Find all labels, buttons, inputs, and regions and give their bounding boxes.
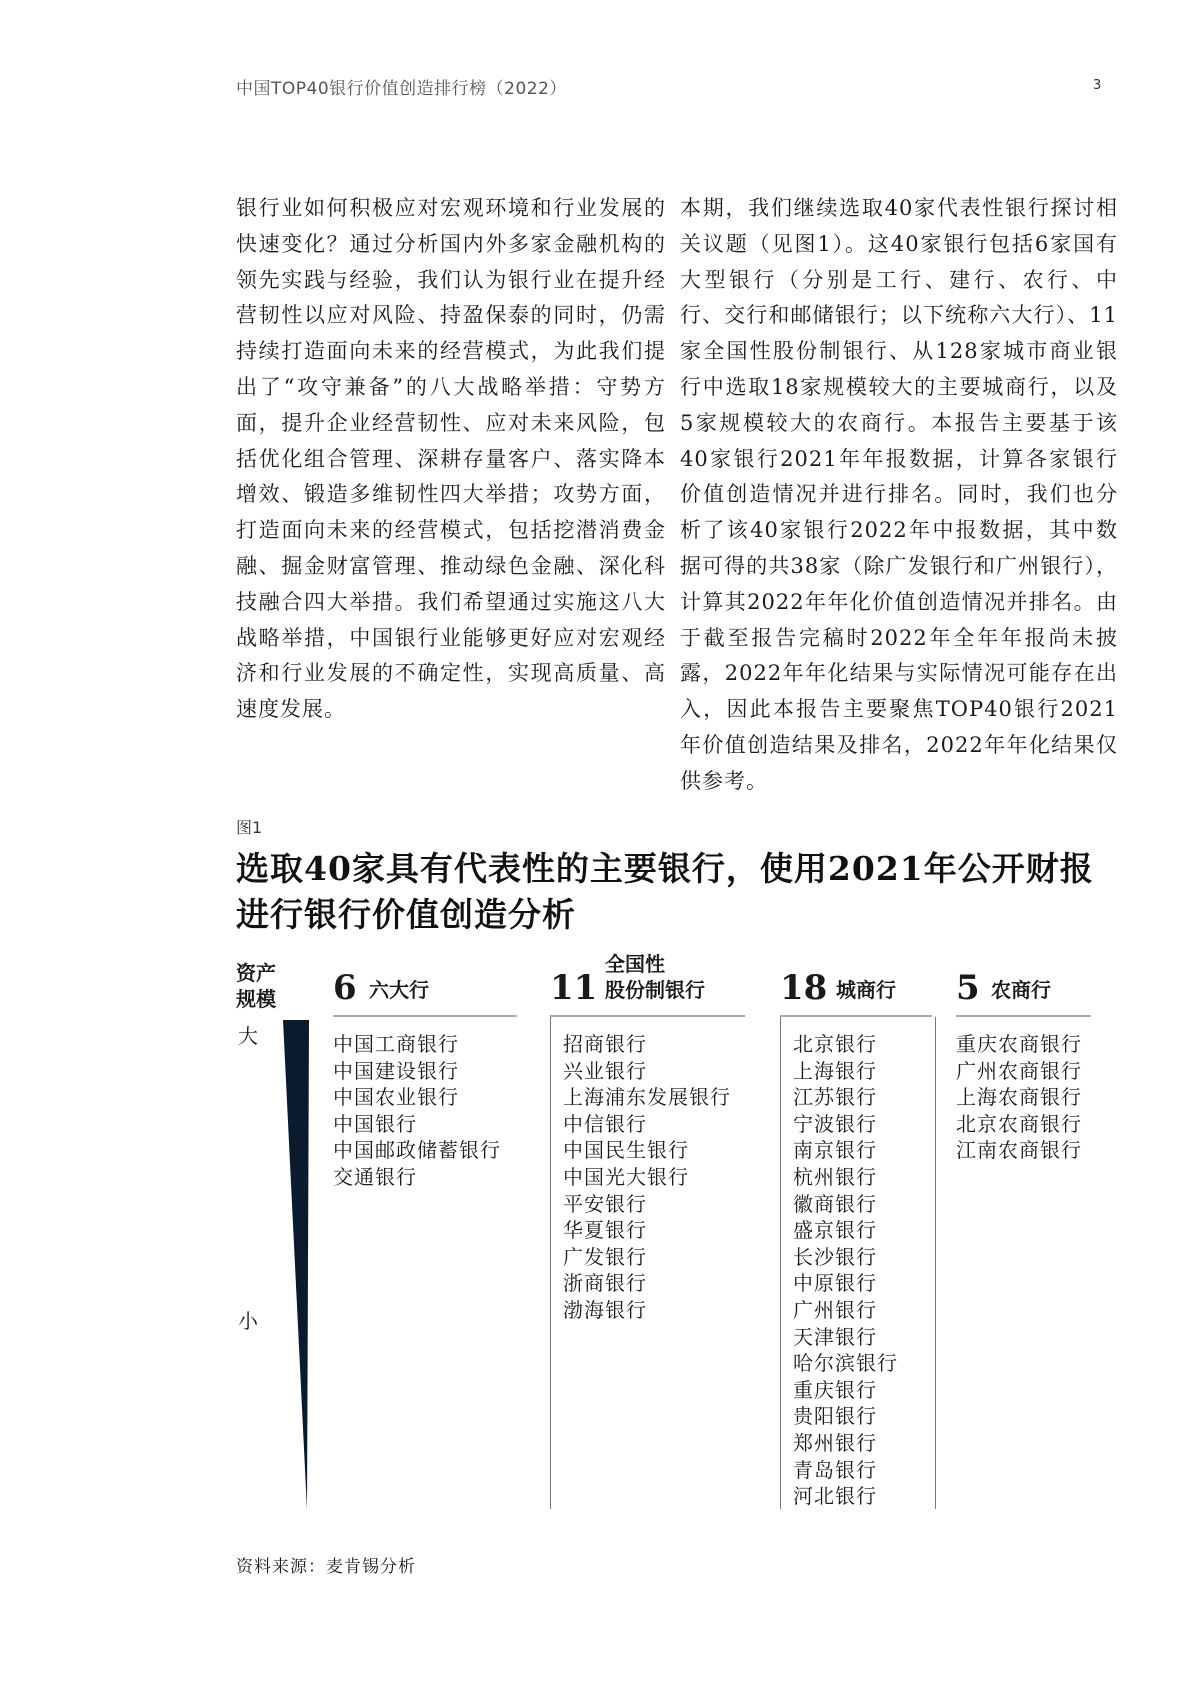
page-number: 3: [1093, 78, 1102, 93]
bank-name: 江苏银行: [793, 1085, 877, 1110]
bank-name: 郑州银行: [793, 1430, 877, 1455]
bank-list: [956, 1017, 1091, 1164]
bank-name: 青岛银行: [793, 1457, 877, 1482]
bank-name: 交通银行: [333, 1164, 417, 1189]
bank-name: 渤海银行: [563, 1297, 647, 1322]
divider-line: [550, 1017, 551, 1509]
group-count: 6: [333, 968, 357, 1008]
group-body: [780, 1017, 932, 1510]
bank-name: 中国建设银行: [333, 1058, 459, 1083]
group-name: 农商行: [991, 978, 1051, 1002]
bank-name: 南京银行: [793, 1138, 877, 1163]
bank-name: 长沙银行: [793, 1244, 877, 1269]
bank-name: 中国邮政储蓄银行: [333, 1138, 501, 1163]
bank-name: 中信银行: [563, 1111, 647, 1136]
group-header: [956, 955, 1091, 1017]
group-count: 18: [780, 968, 828, 1008]
group-name: [605, 951, 705, 1003]
bank-name: 重庆银行: [793, 1377, 877, 1402]
body-right-column: [680, 191, 1118, 800]
asset-size-wedge: [283, 1020, 311, 1510]
axis-title-line1: 资产: [236, 961, 276, 985]
group-name: 城商行: [836, 978, 896, 1002]
bank-name: 兴业银行: [563, 1058, 647, 1083]
figure-source: 资料来源：麦肯锡分析: [236, 1557, 416, 1577]
bank-name: 上海农商银行: [956, 1085, 1082, 1110]
axis-small-label: 小: [238, 1309, 258, 1333]
bank-list: [333, 1017, 517, 1191]
bank-name: 中原银行: [793, 1271, 877, 1296]
bank-name: 招商银行: [563, 1032, 647, 1056]
bank-name: 浙商银行: [563, 1271, 647, 1296]
group-header: [333, 955, 517, 1017]
bank-name: 重庆农商银行: [956, 1032, 1082, 1056]
divider-line: [935, 1017, 936, 1509]
bank-list: [780, 1017, 932, 1510]
paragraph-left: 银行业如何积极应对宏观环境和行业发展的快速变化？通过分析国内外多家金融机构的领先实践与经验，我们认为银行业在提升经营韧性以应对风险、持盈保泰的同时，仍需持续打造面向未来的经营模式，为此我们提出了“攻守兼备”的八大战略举措：守势方面，提升企业经营韧性、应对未来风险，包括优化组合管理、深耕存量客户、落实降本增效、锻造多维韧性四大举措；攻势方面，打造面向未来的经营模式，包括挖潜消费金融、掘金财富管理、推动绿色金融、深化科技融合四大举措。我们希望通过实施这八大战略举措，中国银行业能够更好应对宏观经济和行业发展的不确定性，实现高质量、高速度发展。: [236, 196, 666, 722]
group-body: [333, 1017, 517, 1191]
bank-name: 中国民生银行: [563, 1138, 689, 1163]
axis-title-line2: 规模: [236, 987, 276, 1011]
bank-name: 贵阳银行: [793, 1404, 877, 1429]
bank-name: 河北银行: [793, 1484, 877, 1509]
bank-name: 平安银行: [563, 1191, 647, 1216]
axis-large-label: 大: [238, 1024, 258, 1048]
group-body: [550, 1017, 745, 1324]
bank-name: 江南农商银行: [956, 1138, 1082, 1163]
bank-name: 广州银行: [793, 1297, 877, 1322]
bank-name: 上海银行: [793, 1058, 877, 1083]
group-joint-stock: [550, 952, 745, 1324]
paragraph-right: 本期，我们继续选取40家代表性银行探讨相关议题（见图1）。这40家银行包括6家国有大型银行（分别是工行、建行、农行、中行、交行和邮储银行；以下统称六大行）、11家全国性股份制银行、从128家城市商业银行中选取18家规模较大的主要城商行，以及5家规模较大的农商行。本报告主要基于该40家银行2021年年报数据，计算各家银行价值创造情况并进行排名。同时，我们也分析了该40家银行2022年中报数据，其中数据可得的共38家（除广发银行和广州银行），计算其2022年年化价值创造情况并排名。由于截至报告完稿时2022年全年年报尚未披露，2022年年化结果与实际情况可能存在出入，因此本报告主要聚焦TOP40银行2021年价值创造结果及排名，2022年年化结果仅供参考。: [680, 196, 1118, 793]
bank-name: 中国工商银行: [333, 1032, 459, 1056]
group-header: [780, 955, 932, 1017]
group-header: [550, 952, 745, 1017]
bank-name: 华夏银行: [563, 1218, 647, 1243]
group-name-line2: 股份制银行: [605, 978, 705, 1002]
bank-list: [550, 1017, 745, 1324]
bank-name: 北京农商银行: [956, 1111, 1082, 1136]
bank-name: 中国银行: [333, 1111, 417, 1136]
body-left-column: [236, 191, 666, 728]
group-count: 11: [550, 968, 598, 1008]
group-count: 5: [956, 968, 980, 1008]
bank-name: 中国光大银行: [563, 1164, 689, 1189]
bank-name: 中国农业银行: [333, 1085, 459, 1110]
bank-name: 盛京银行: [793, 1218, 877, 1243]
bank-name: 上海浦东发展银行: [563, 1085, 731, 1110]
figure-title: 选取40家具有代表性的主要银行，使用2021年公开财报进行银行价值创造分析: [236, 849, 1094, 934]
bank-name: 广州农商银行: [956, 1058, 1082, 1083]
group-body: [956, 1017, 1091, 1164]
bank-name: 广发银行: [563, 1244, 647, 1269]
axis-title: [236, 960, 276, 1012]
divider-line: [780, 1017, 781, 1509]
bank-name: 徽商银行: [793, 1191, 877, 1216]
bank-name: 北京银行: [793, 1032, 877, 1056]
bank-name: 杭州银行: [793, 1164, 877, 1189]
figure-label: 图1: [236, 818, 263, 837]
bank-name: 宁波银行: [793, 1111, 877, 1136]
bank-name: 天津银行: [793, 1324, 877, 1349]
wedge-shape: [283, 1020, 309, 1510]
group-big-six: [333, 955, 517, 1191]
group-city-commercial: [780, 955, 932, 1510]
running-title: 中国TOP40银行价值创造排行榜（2022）: [236, 79, 567, 99]
group-rural-commercial: [956, 955, 1091, 1164]
bank-name: 哈尔滨银行: [793, 1351, 898, 1376]
group-name-line1: 全国性: [605, 952, 665, 976]
group-name: 六大行: [369, 978, 429, 1002]
